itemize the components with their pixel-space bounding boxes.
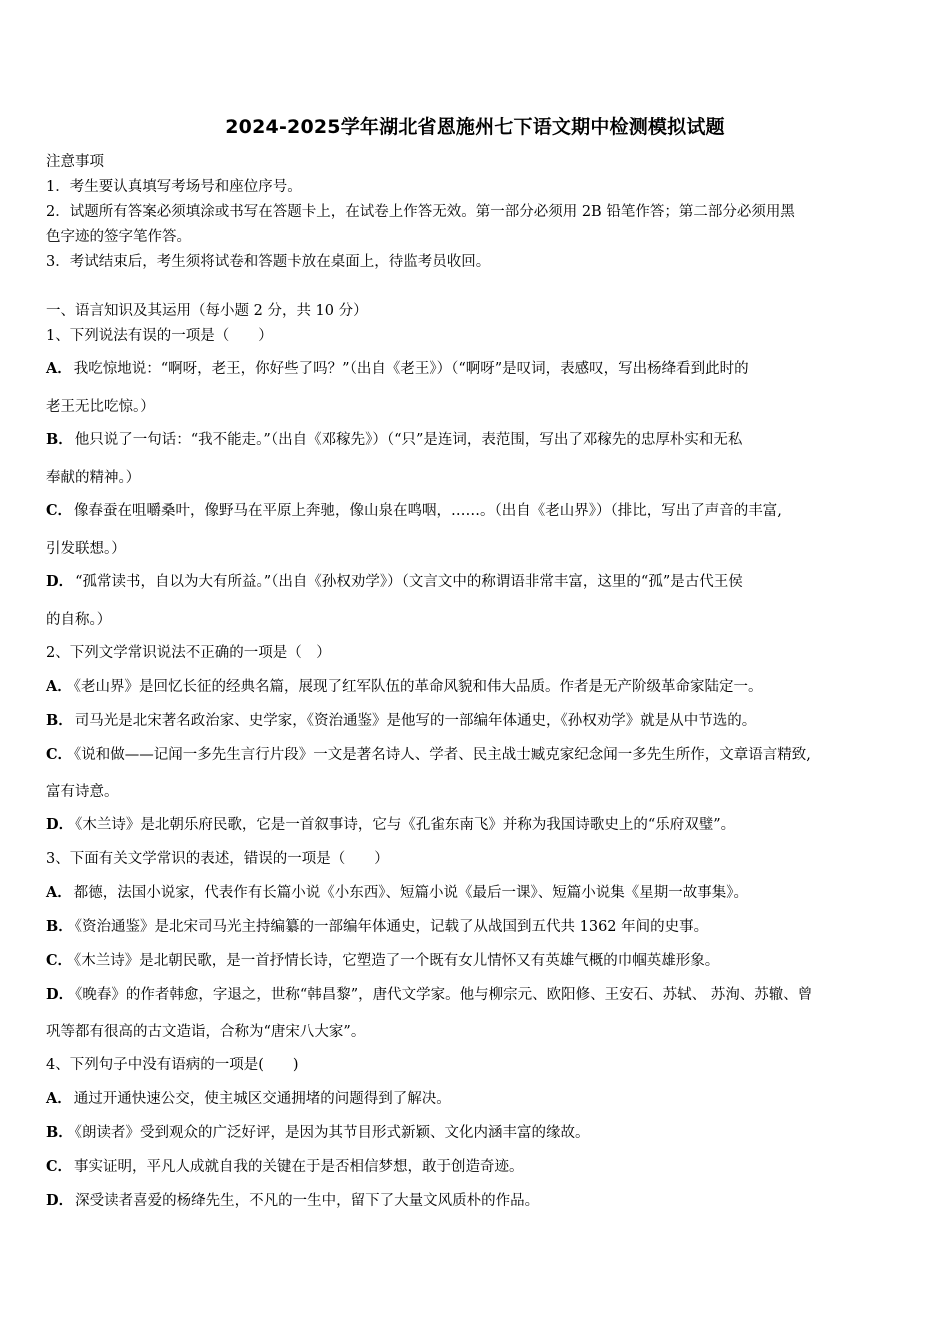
question-stem: 2、下列文学常识说法不正确的一项是（ ） (46, 645, 331, 661)
option-text: 《说和做——记闻一多先生言行片段》一文是著名诗人、学者、民主战士臧克家纪念闻一多先生所作，文章语言精致, (74, 747, 811, 763)
option-text: “孤常读书，自以为大有所益。”（出自《孙权劝学》）（文言文中的称谓语非常丰富，这里的“孤”是古代王侯 (75, 574, 743, 590)
question-stem: 1、下列说法有误的一项是（ ） (46, 328, 273, 344)
option-label: C． (46, 502, 73, 519)
option-text: 他只说了一句话：“我不能走。”（出自《邓稼先》）（“只”是连词，表范围，写出了邓稼先的忠厚朴实和无私 (74, 432, 743, 448)
option-text-continued: 富有诗意。 (46, 784, 119, 800)
section-heading: 一、语言知识及其运用（每小题 2 分，共 10 分） (46, 303, 368, 319)
option-text: 像春蚕在咀嚼桑叶，像野马在平原上奔驰，像山泉在鸣咽，……。（出自《老山界》）（排比，写出了声音的丰富, (74, 503, 782, 519)
option-text: 《资治通鉴》是北宋司马光主持编纂的一部编年体通史，记载了从战国到五代共 1362 年间的史事。 (74, 919, 709, 935)
option-label: D． (46, 1192, 74, 1209)
question-option (46, 1089, 916, 1109)
page-title: 2024-2025学年湖北省恩施州七下语文期中检测模拟试题 (225, 116, 725, 138)
option-text: 《木兰诗》是北朝乐府民歌，它是一首叙事诗，它与《孔雀东南飞》并称为我国诗歌史上的“乐府双璧”。 (75, 817, 736, 833)
question-option (46, 501, 916, 521)
notice-heading: 注意事项 (46, 154, 104, 170)
question-option (46, 883, 916, 903)
option-text: 《老山界》是回忆长征的经典名篇，展现了红军队伍的革命风貌和伟大品质。作者是无产阶级革命家陆定一。 (73, 679, 763, 695)
option-text: 我吃惊地说：“啊呀，老王，你好些了吗？”（出自《老王》）（“啊呀”是叹词，表感叹，写出杨绛看到此时的 (73, 361, 749, 377)
question-option (46, 1191, 916, 1211)
question-stem: 3、下面有关文学常识的表述，错误的一项是（ ） (46, 851, 389, 867)
option-label: C． (46, 1158, 73, 1175)
option-label: C． (46, 746, 73, 763)
option-text: 都德，法国小说家，代表作有长篇小说《小东西》、短篇小说《最后一课》、短篇小说集《星期一故事集》。 (73, 885, 749, 901)
notice-item: 1．考生要认真填写考场号和座位序号。 (46, 179, 302, 195)
option-text-continued: 引发联想。） (46, 541, 126, 557)
option-text: 《朗读者》受到观众的广泛好评，是因为其节目形式新颖、文化内涵丰富的缘故。 (74, 1125, 590, 1141)
option-label: D． (46, 816, 74, 833)
option-text: 《晚春》的作者韩愈，字退之，世称“韩昌黎”，唐代文学家。他与柳宗元、欧阳修、王安石、苏轼、 苏洵、苏辙、曾 (75, 987, 813, 1003)
question-option (46, 917, 916, 937)
question-option (46, 359, 916, 379)
option-text: 事实证明，平凡人成就自我的关键在于是否相信梦想，敢于创造奇迹。 (74, 1159, 524, 1175)
question-option (46, 745, 916, 765)
option-label: A． (46, 884, 72, 901)
option-text: 司马光是北宋著名政治家、史学家，《资治通鉴》是他写的一部编年体通史，《孙权劝学》就是从中节选的。 (74, 713, 757, 729)
option-label: C． (46, 952, 73, 969)
notice-item: 3．考试结束后，考生须将试卷和答题卡放在桌面上，待监考员收回。 (46, 254, 491, 270)
option-label: B． (46, 918, 73, 935)
option-text-continued: 老王无比吃惊。） (46, 399, 155, 415)
question-option (46, 1157, 916, 1177)
question-option (46, 815, 916, 835)
question-option (46, 711, 916, 731)
option-label: B． (46, 1124, 73, 1141)
question-option (46, 572, 916, 592)
question-option (46, 951, 916, 971)
question-stem: 4、下列句子中没有语病的一项是( ) (46, 1057, 299, 1073)
option-text-continued: 巩等都有很高的古文造诣，合称为“唐宋八大家”。 (46, 1024, 366, 1040)
question-option (46, 430, 916, 450)
option-text-continued: 奉献的精神。） (46, 470, 141, 486)
question-option (46, 677, 916, 697)
option-label: A． (46, 678, 72, 695)
option-text: 通过开通快速公交，使主城区交通拥堵的问题得到了解决。 (73, 1091, 451, 1107)
question-option (46, 985, 916, 1005)
option-label: D． (46, 986, 74, 1003)
option-label: A． (46, 360, 72, 377)
option-text-continued: 的自称。） (46, 612, 112, 628)
option-text: 《木兰诗》是北朝民歌，是一首抒情长诗，它塑造了一个既有女儿情怀又有英雄气概的巾帼英雄形象。 (74, 953, 720, 969)
option-text: 深受读者喜爱的杨绛先生，不凡的一生中，留下了大量文风质朴的作品。 (75, 1193, 540, 1209)
notice-item: 2．试题所有答案必须填涂或书写在答题卡上，在试卷上作答无效。第一部分必须用 2B 铅笔作答；第二部分必须用黑 (46, 204, 795, 220)
option-label: B． (46, 712, 73, 729)
question-option (46, 1123, 916, 1143)
option-label: D． (46, 573, 74, 590)
option-label: A． (46, 1090, 72, 1107)
option-label: B． (46, 431, 73, 448)
notice-item: 色字迹的签字笔作答。 (46, 229, 191, 245)
